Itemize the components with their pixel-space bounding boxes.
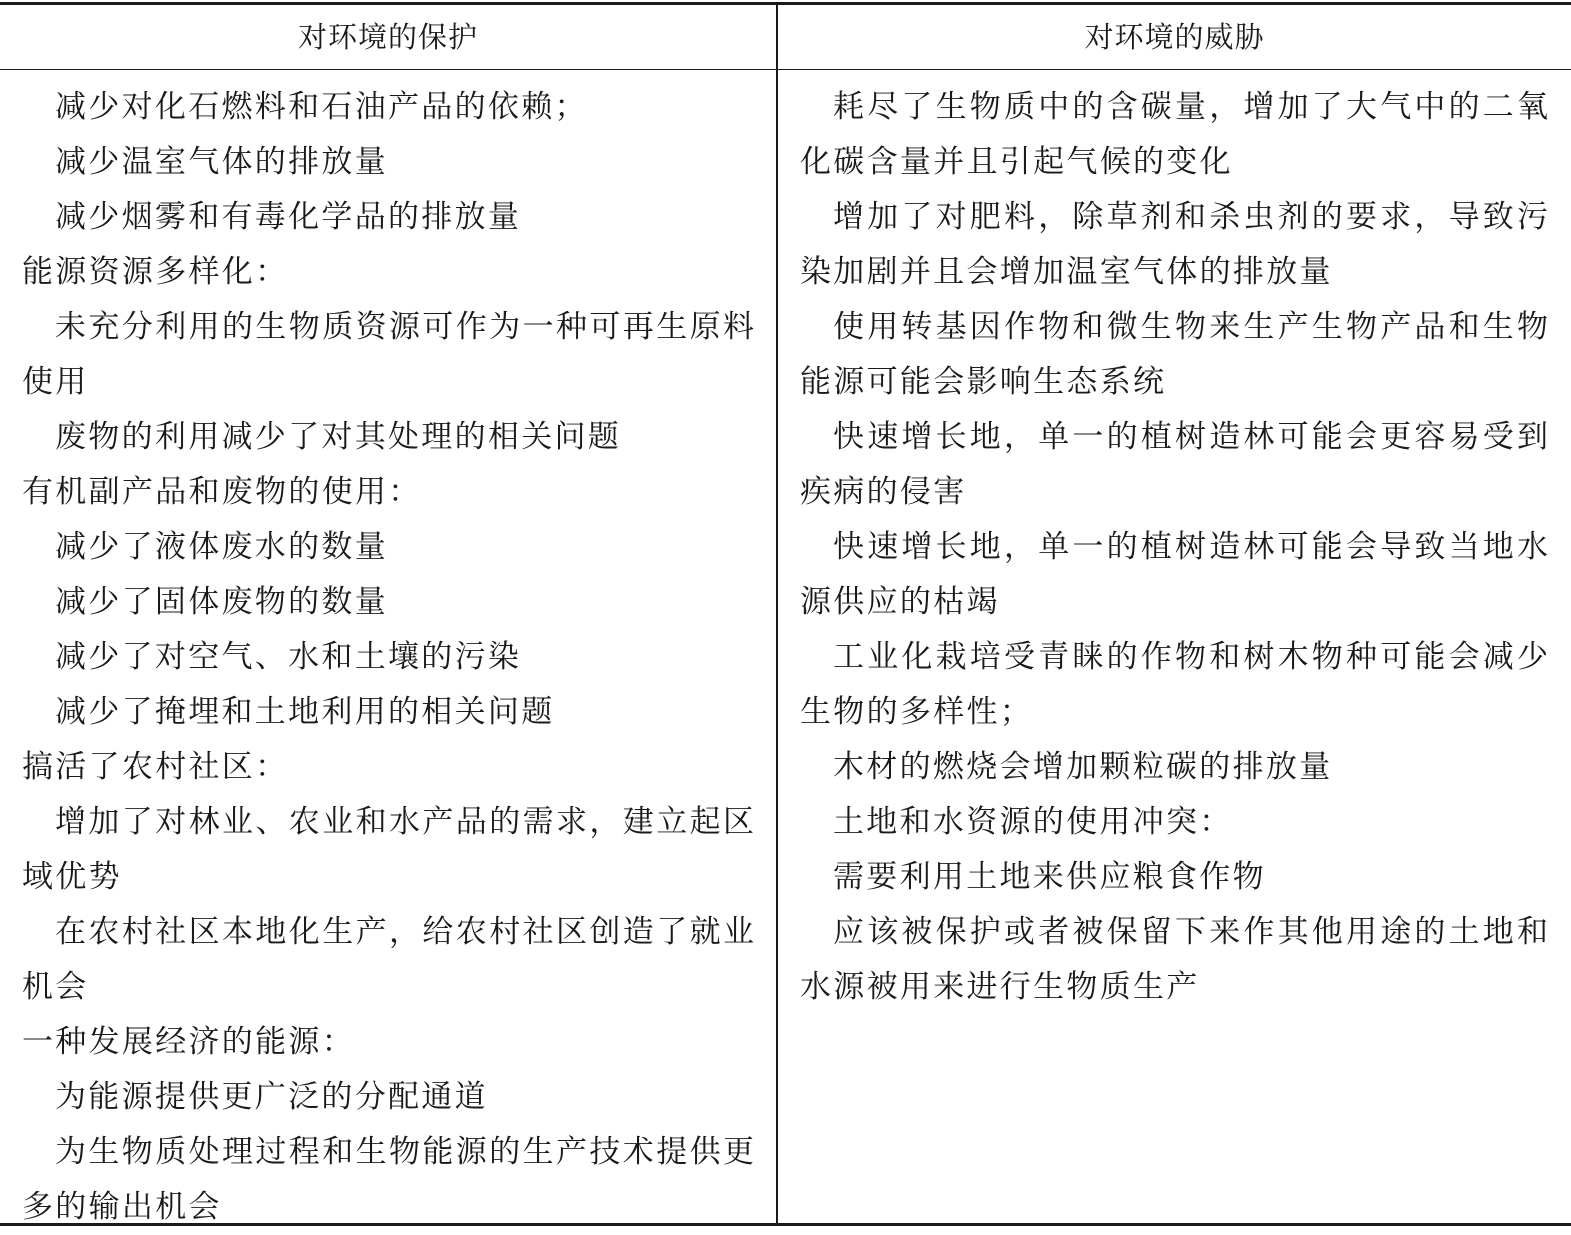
header-protection: 对环境的保护 xyxy=(297,20,478,54)
protection-line: 增加了对林业、农业和水产品的需求，建立起区 xyxy=(55,804,754,840)
threat-line: 增加了对肥料，除草剂和杀虫剂的要求，导致污 xyxy=(833,199,1548,235)
protection-line: 使用 xyxy=(22,364,89,400)
protection-line: 一种发展经济的能源： xyxy=(22,1024,355,1060)
protection-line: 搞活了农村社区： xyxy=(22,749,289,785)
threat-line: 染加剧并且会增加温室气体的排放量 xyxy=(800,254,1333,290)
protection-line: 为能源提供更广泛的分配通道 xyxy=(55,1079,488,1115)
threat-column xyxy=(800,80,1548,1015)
protection-line: 在农村社区本地化生产，给农村社区创造了就业 xyxy=(55,914,754,950)
protection-line: 减少对化石燃料和石油产品的依赖； xyxy=(55,89,588,125)
protection-line: 未充分利用的生物质资源可作为一种可再生原料 xyxy=(55,309,754,345)
protection-line: 减少温室气体的排放量 xyxy=(55,144,388,180)
protection-line: 为生物质处理过程和生物能源的生产技术提供更 xyxy=(55,1134,754,1170)
protection-line: 废物的利用减少了对其处理的相关问题 xyxy=(55,419,622,455)
threat-line: 疾病的侵害 xyxy=(800,474,967,510)
threat-line: 木材的燃烧会增加颗粒碳的排放量 xyxy=(833,749,1333,785)
protection-line: 减少了对空气、水和土壤的污染 xyxy=(55,639,522,675)
threat-line: 耗尽了生物质中的含碳量，增加了大气中的二氧 xyxy=(833,89,1548,125)
protection-line: 有机副产品和废物的使用： xyxy=(22,474,422,510)
comparison-table xyxy=(0,2,1571,1226)
threat-line: 水源被用来进行生物质生产 xyxy=(800,969,1200,1005)
threat-line: 使用转基因作物和微生物来生产生物产品和生物 xyxy=(833,309,1548,345)
threat-line: 快速增长地，单一的植树造林可能会更容易受到 xyxy=(833,419,1548,455)
threat-line: 生物的多样性； xyxy=(800,694,1034,730)
protection-column xyxy=(22,80,754,1235)
protection-line: 减少了固体废物的数量 xyxy=(55,584,388,620)
protection-line: 减少烟雾和有毒化学品的排放量 xyxy=(55,199,522,235)
threat-line: 土地和水资源的使用冲突： xyxy=(833,804,1233,840)
threat-line: 能源可能会影响生态系统 xyxy=(800,364,1167,400)
threat-line: 工业化栽培受青睐的作物和树木物种可能会减少 xyxy=(833,639,1548,675)
protection-line: 减少了液体废水的数量 xyxy=(55,529,388,565)
threat-line: 应该被保护或者被保留下来作其他用途的土地和 xyxy=(833,914,1548,950)
header-threat: 对环境的威胁 xyxy=(1084,20,1265,54)
column-divider xyxy=(776,5,778,1223)
threat-line: 化碳含量并且引起气候的变化 xyxy=(800,144,1233,180)
protection-line: 域优势 xyxy=(22,859,122,895)
protection-line: 多的输出机会 xyxy=(22,1189,222,1225)
threat-line: 快速增长地，单一的植树造林可能会导致当地水 xyxy=(833,529,1548,565)
protection-line: 机会 xyxy=(22,969,89,1005)
threat-line: 源供应的枯竭 xyxy=(800,584,1000,620)
table-header-row xyxy=(0,5,1571,70)
protection-line: 能源资源多样化： xyxy=(22,254,289,290)
protection-line: 减少了掩埋和土地利用的相关问题 xyxy=(55,694,555,730)
threat-line: 需要利用土地来供应粮食作物 xyxy=(833,859,1266,895)
